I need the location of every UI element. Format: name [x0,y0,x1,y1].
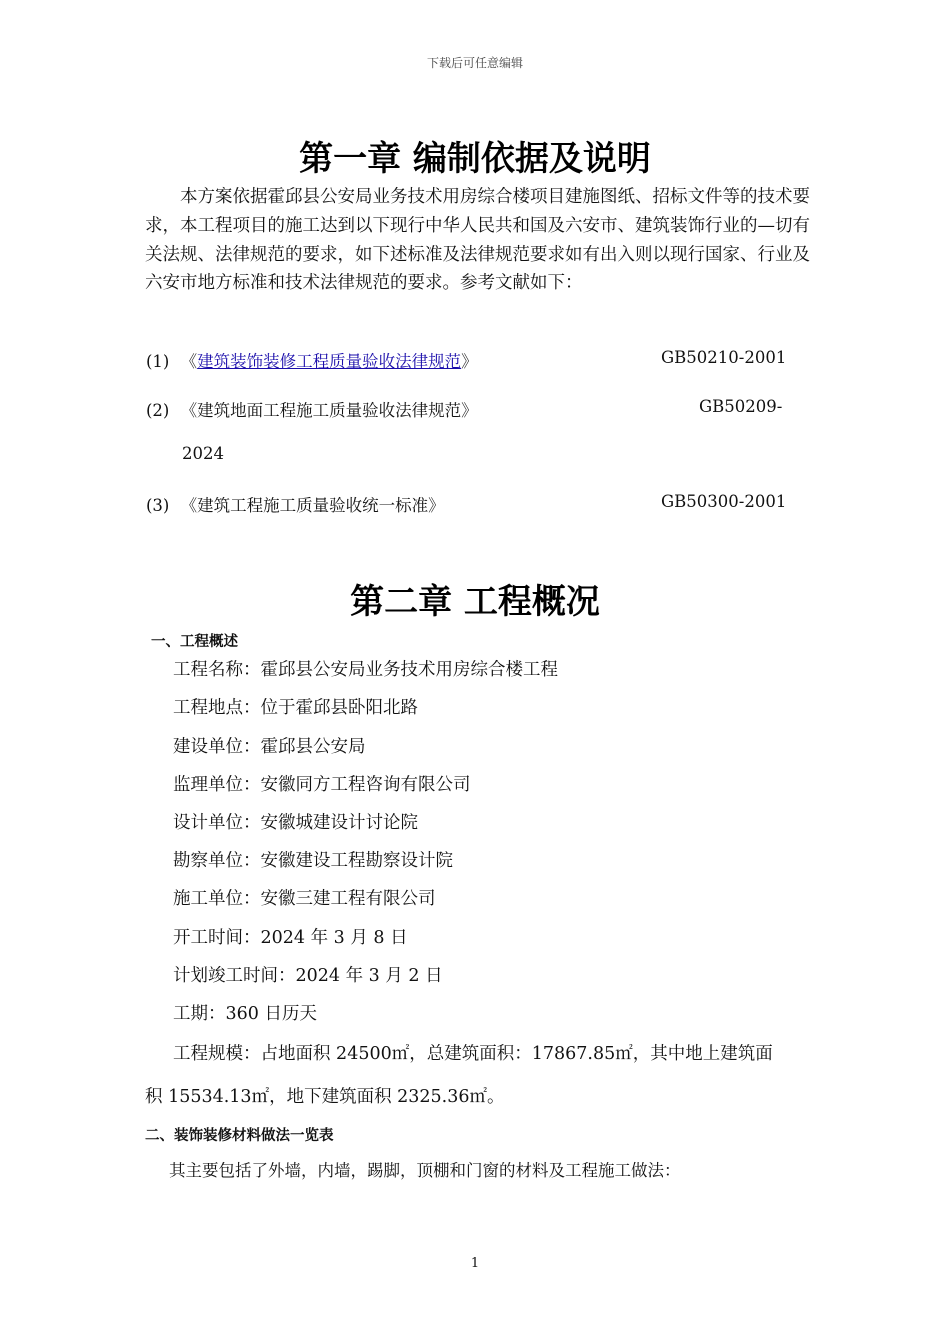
project-scale-line: 积 15534.13㎡，地下建筑面积 2325.36㎡。 [145,1087,505,1107]
chapter1-intro: 本方案依据霍邱县公安局业务技术用房综合楼项目建施图纸、招标文件等的技术要求，本工程项目的施工达到以下现行中华人民共和国及六安市、建筑装饰行业的—切有关法规、法律规范的要求，如下述标准及法律规范要求如有出入则以现行国家、行业及六安市地方标准和技术法律规范的要求。参考文献如下： [145,187,810,294]
project-info-item: 工程名称：霍邱县公安局业务技术用房综合楼工程 [173,660,558,680]
reference-num: (2) [146,401,170,420]
reference-item [146,397,478,421]
reference-code-cont: 2024 [182,444,224,463]
project-info-item: 计划竣工时间：2024 年 3 月 2 日 [173,966,443,986]
reference-item [146,348,478,372]
section-heading: 一、工程概述 [151,634,238,650]
reference-title: 建筑工程施工质量验收统一标准 [197,496,429,515]
header-note: 下载后可任意编辑 [426,56,523,70]
project-info-item: 工程地点：位于霍邱县卧阳北路 [173,698,418,718]
reference-code: GB50300-2001 [661,492,787,511]
reference-num: (1) [146,352,170,371]
reference-open: 《 [180,496,198,515]
section-heading: 二、装饰装修材料做法一览表 [145,1128,334,1144]
reference-item [146,492,445,516]
reference-close: 》 [461,401,478,420]
project-scale-line: 工程规模：占地面积 24500㎡，总建筑面积：17867.85㎡，其中地上建筑面 [173,1044,773,1064]
reference-link[interactable]: 建筑装饰装修工程质量验收法律规范 [197,352,462,371]
reference-code: GB50210-2001 [661,348,787,367]
reference-open: 《 [180,352,198,371]
reference-close: 》 [428,496,445,515]
reference-open: 《 [180,401,198,420]
project-info-item: 工期：360 日历天 [173,1004,317,1024]
reference-num: (3) [146,496,170,515]
chapter2-title: 第二章 工程概况 [350,582,600,622]
page-number: 1 [470,1256,480,1271]
section-text: 其主要包括了外墙，内墙，踢脚，顶棚和门窗的材料及工程施工做法： [169,1161,681,1180]
project-info-item: 勘察单位：安徽建设工程勘察设计院 [173,851,453,871]
project-info-item: 设计单位：安徽城建设计讨论院 [173,813,418,833]
reference-close: 》 [461,352,478,371]
project-info-item: 建设单位：霍邱县公安局 [173,737,366,757]
reference-title: 建筑地面工程施工质量验收法律规范 [197,401,462,420]
project-info-item: 监理单位：安徽同方工程咨询有限公司 [173,775,471,795]
project-info-item: 施工单位：安徽三建工程有限公司 [173,889,436,909]
chapter1-title: 第一章 编制依据及说明 [299,139,651,179]
project-info-item: 开工时间：2024 年 3 月 8 日 [173,928,408,948]
reference-code: GB50209- [699,397,783,416]
